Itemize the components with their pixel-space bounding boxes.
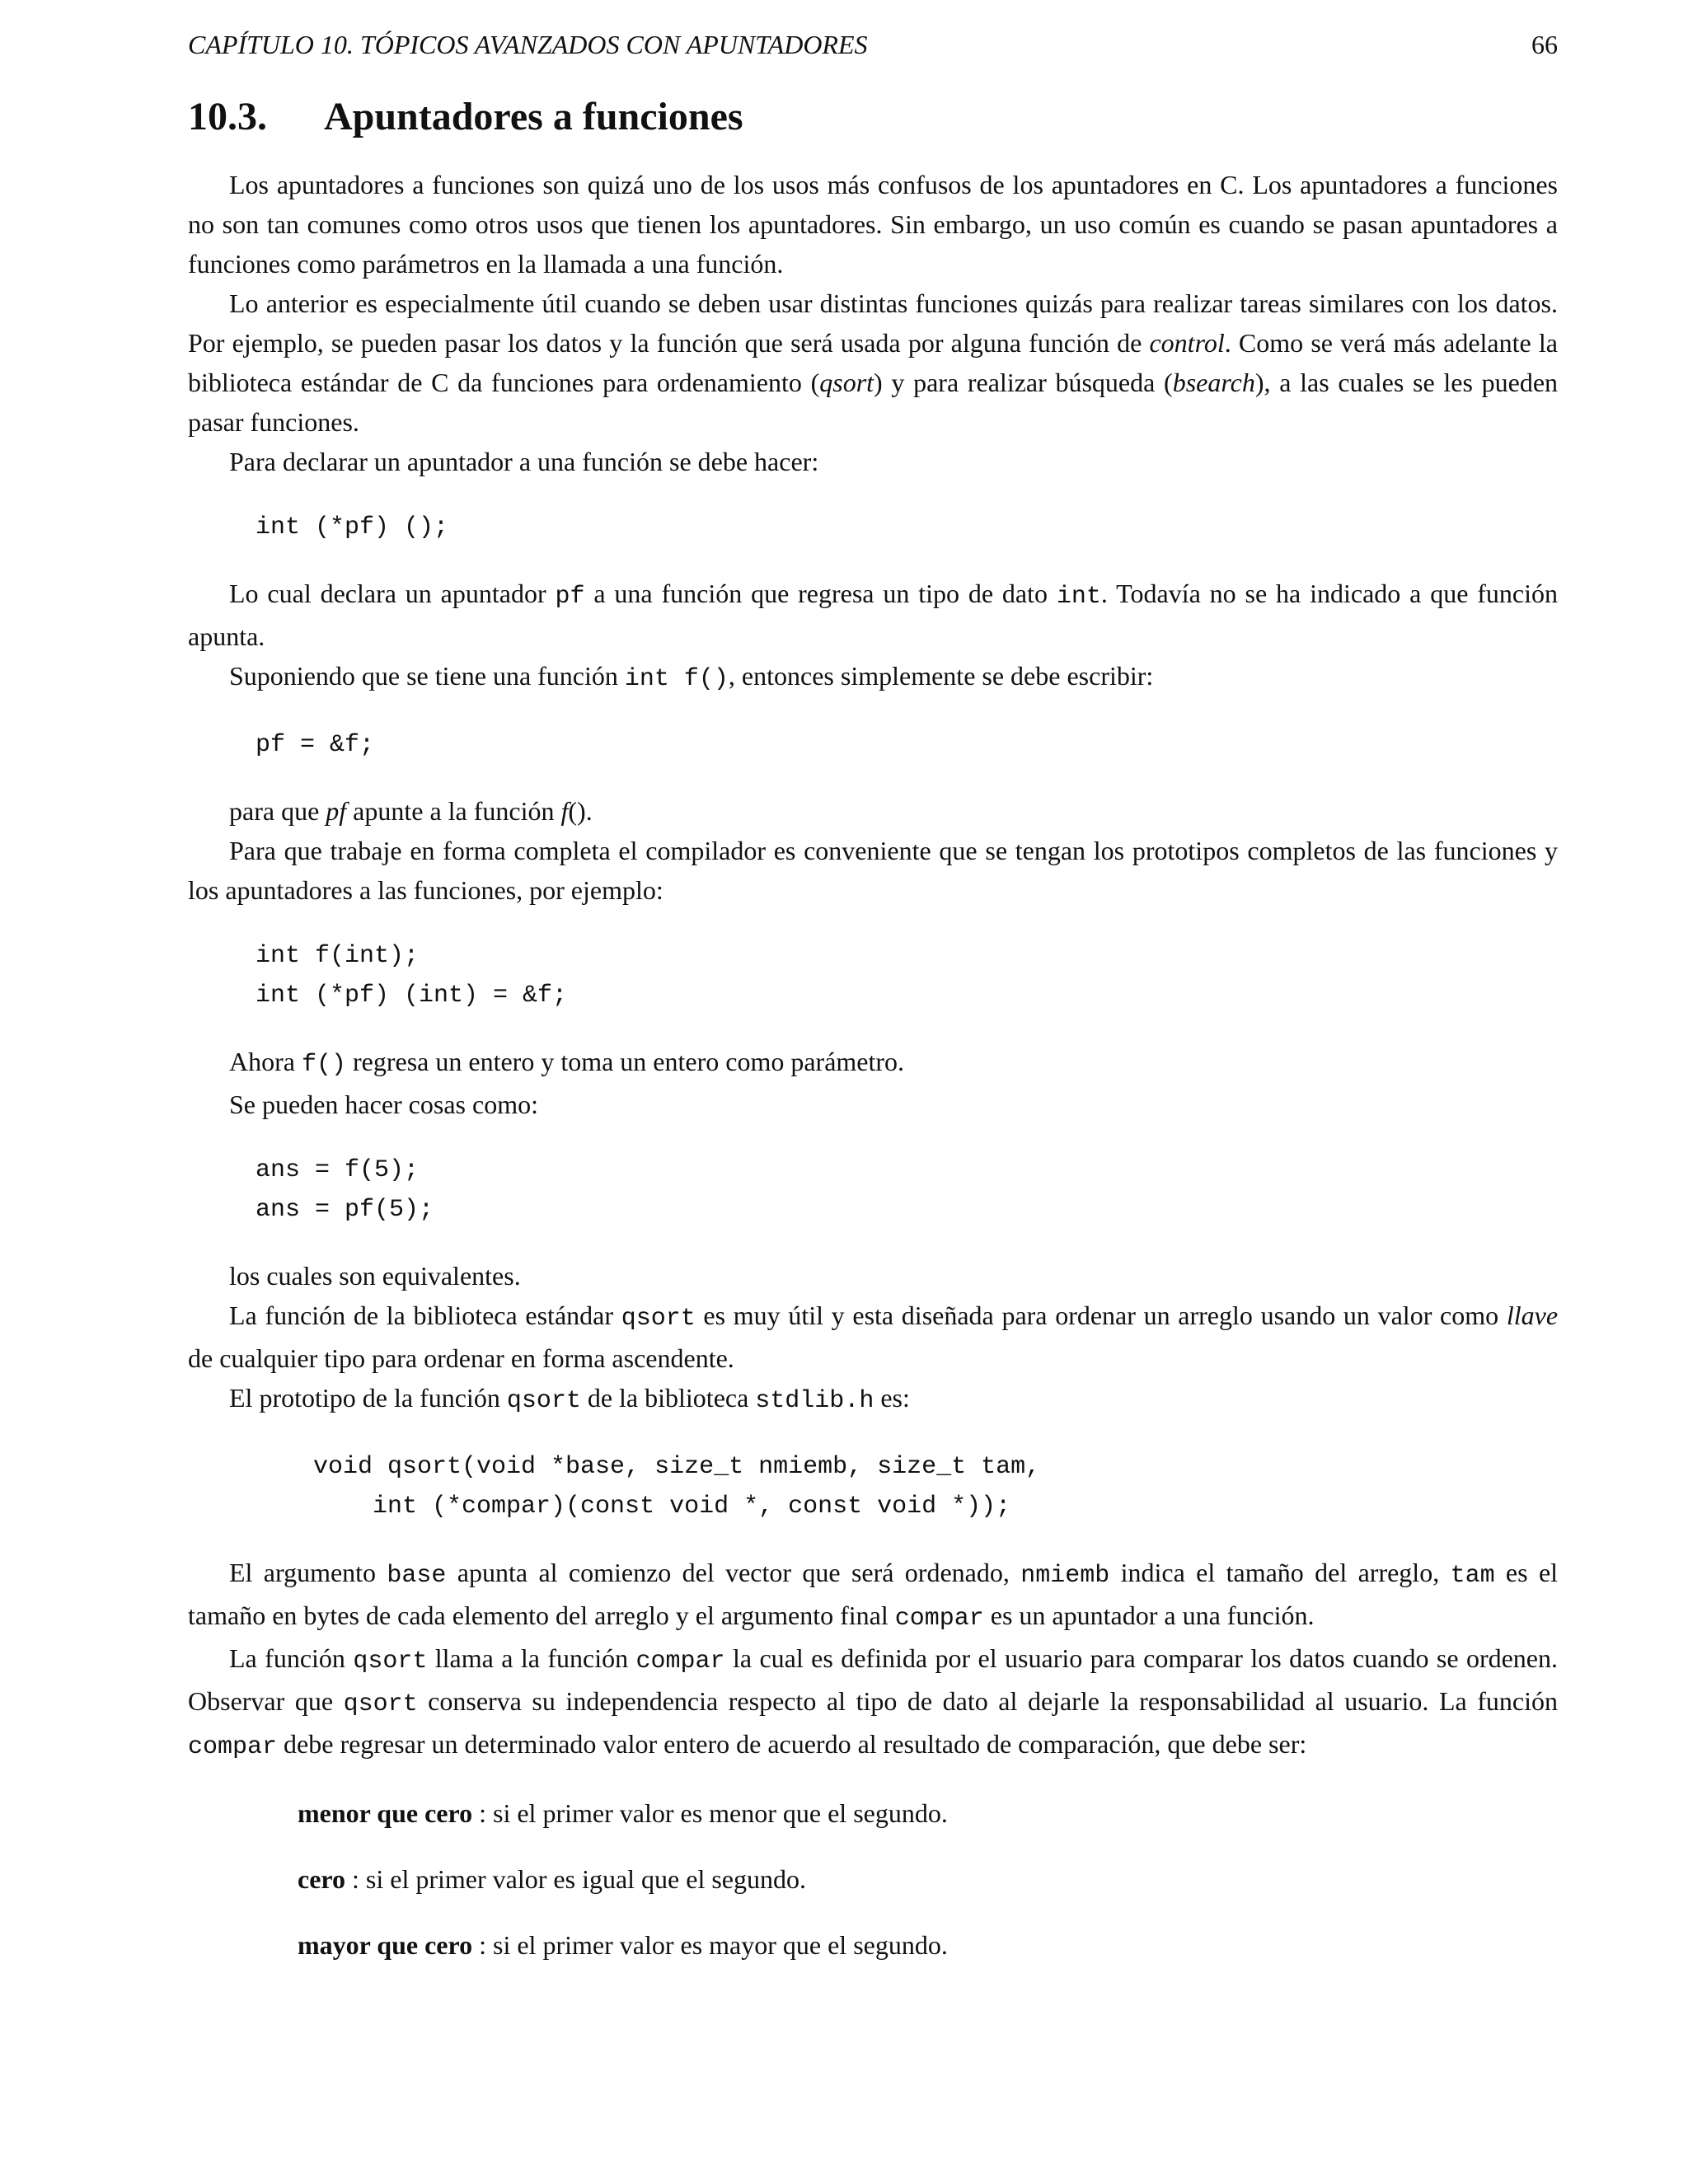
paragraph-14: La función qsort llama a la función compar la cual es definida por el usuario para comparar los datos cuando se ordenen. Observar que qsort conserva su independencia respecto al tipo de dato al dejarle la responsabilidad al usuario. La función compar debe regresar un determinado valor entero de acuerdo al resultado de comparación, que debe ser: <box>188 1643 1559 1761</box>
paragraph-1: Los apuntadores a funciones son quizá uno de los usos más confusos de los apuntadores en C. Los apuntadores a funciones no son tan comunes como otros usos que tienen los apuntadores. Sin embargo, un uso común es cuando se pasan apuntadores a funciones como parámetros en la llamada a una función. <box>188 170 1558 279</box>
definition-item: cero : si el primer valor es igual que el segundo. <box>298 1864 806 1894</box>
chapter-title: CAPÍTULO 10. TÓPICOS AVANZADOS CON APUNTADORES <box>188 30 868 59</box>
definition-list <box>298 1793 1558 1965</box>
code-block-3: int f(int); int (*pf) (int) = &f; <box>256 942 568 1010</box>
paragraph-6: para que pf apunte a la función f(). <box>229 796 593 826</box>
page-number: 66 <box>1531 30 1558 59</box>
paragraph-9: Se pueden hacer cosas como: <box>229 1090 538 1119</box>
running-header <box>188 25 1558 64</box>
paragraph-13: El argumento base apunta al comienzo del vector que será ordenado, nmiemb indica el tamaño del arreglo, tam es el tamaño en bytes de cada elemento del arreglo y el argumento final compar es un apuntador a una función. <box>188 1558 1559 1633</box>
paragraph-8: Ahora f() regresa un entero y toma un entero como parámetro. <box>229 1047 905 1079</box>
section-title: Apuntadores a funciones <box>324 95 743 138</box>
section-number: 10.3. <box>188 95 267 138</box>
paragraph-2: Lo anterior es especialmente útil cuando se deben usar distintas funciones quizás para realizar tareas similares con los datos. Por ejemplo, se pueden pasar los datos y la función que será usada por alguna función de control. Como se verá más adelante la biblioteca estándar de C da funciones para ordenamiento (qsort) y para realizar búsqueda (bsearch), a las cuales se les pueden pasar funciones. <box>188 288 1559 437</box>
paragraph-5: Suponiendo que se tiene una función int f(), entonces simplemente se debe escribir: <box>229 661 1154 693</box>
paragraph-12: El prototipo de la función qsort de la biblioteca stdlib.h es: <box>229 1383 910 1415</box>
body-text <box>188 165 1558 1991</box>
section-heading <box>188 92 743 142</box>
paragraph-3: Para declarar un apuntador a una función se debe hacer: <box>229 447 819 476</box>
paragraph-10: los cuales son equivalentes. <box>229 1261 521 1291</box>
definition-item: mayor que cero : si el primer valor es mayor que el segundo. <box>298 1930 948 1960</box>
code-block-4: ans = f(5); ans = pf(5); <box>256 1156 434 1224</box>
paragraph-7: Para que trabaje en forma completa el compilador es conveniente que se tengan los prototipos completos de las funciones y los apuntadores a las funciones, por ejemplo: <box>188 836 1558 905</box>
code-block-1: int (*pf) (); <box>256 513 449 541</box>
paragraph-11: La función de la biblioteca estándar qsort es muy útil y esta diseñada para ordenar un arreglo usando un valor como llave de cualquier tipo para ordenar en forma ascendente. <box>188 1301 1559 1373</box>
code-block-2: pf = &f; <box>256 731 375 759</box>
definition-item: menor que cero : si el primer valor es menor que el segundo. <box>298 1798 948 1828</box>
code-block-qsort-prototype: void qsort(void *base, size_t nmiemb, size_t tam, int (*compar)(const void *, const void *)); <box>313 1453 1041 1521</box>
paragraph-4: Lo cual declara un apuntador pf a una función que regresa un tipo de dato int. Todavía no se ha indicado a que función apunta. <box>188 579 1558 651</box>
